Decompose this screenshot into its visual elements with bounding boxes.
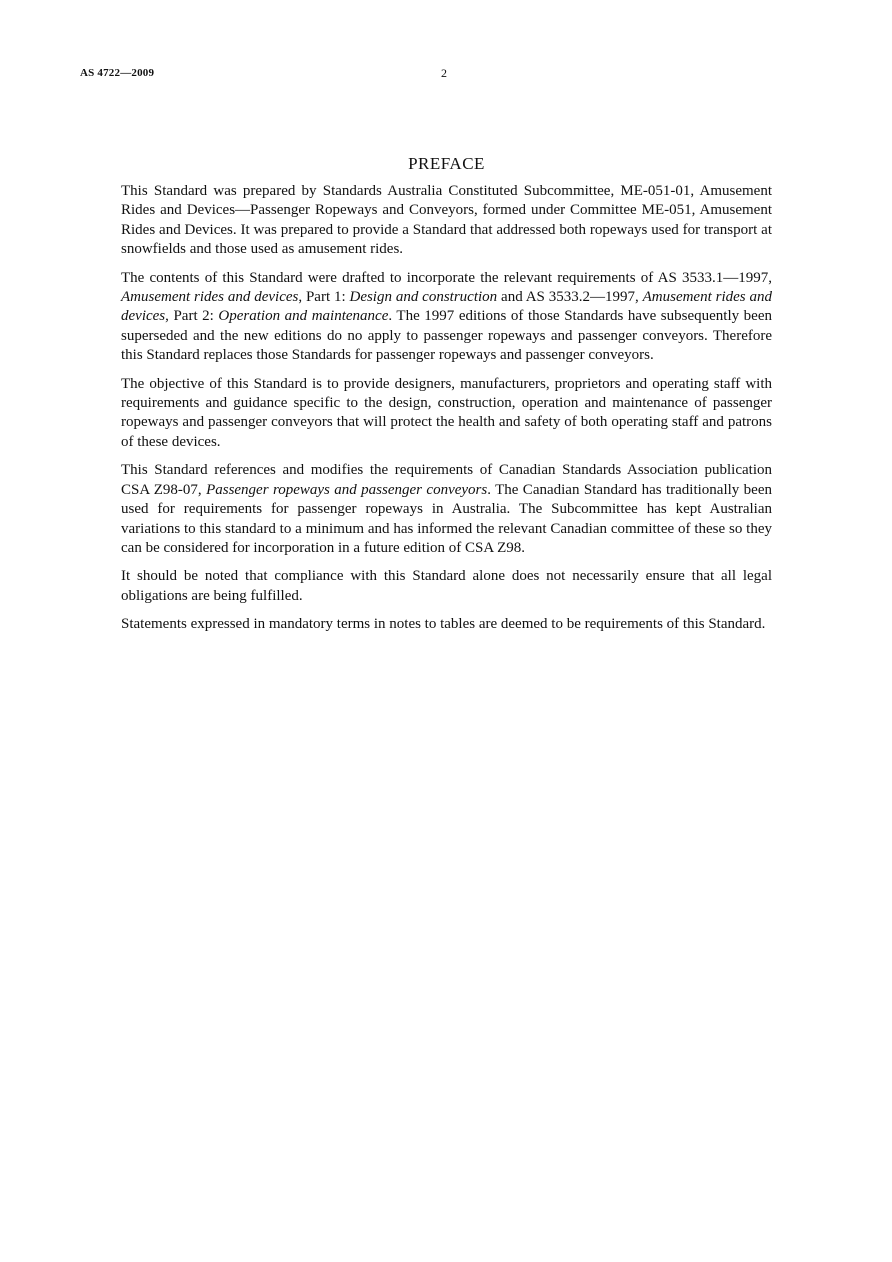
section-title: PREFACE — [408, 154, 485, 173]
text-run: and AS 3533.2—1997, — [497, 289, 643, 306]
page-number: 2 — [441, 66, 447, 80]
text-run: , Part 1: — [298, 289, 350, 306]
preface-paragraph-2 — [121, 269, 772, 366]
preface-paragraph-4 — [121, 461, 772, 558]
italic-title: Amusement rides and devices — [121, 289, 299, 306]
preface-paragraph-1: This Standard was prepared by Standards Australia Constituted Subcommittee, ME-051-01, Amusement Rides and Devices—Passenger Ropeways and Conveyors, formed under Committee ME-051, Amusement Rides and Devices. It was prepared to provide a Standard that addressed both ropeways used for transport at snowfields and those used as amusement rides. — [121, 183, 772, 258]
italic-title: Design and construction — [349, 289, 498, 306]
text-run: The contents of this Standard were drafted to incorporate the relevant requirements of AS 3533.1—1997, — [121, 269, 772, 286]
preface-paragraph-5: It should be noted that compliance with this Standard alone does not necessarily ensure that all legal obligations are being fulfilled. — [121, 568, 772, 604]
preface-paragraph-6: Statements expressed in mandatory terms in notes to tables are deemed to be requirements of this Standard. — [121, 616, 766, 633]
italic-title: Operation and maintenance — [218, 308, 389, 325]
text-run: This Standard references and modifies the requirements of Canadian Standards Association publication CSA Z98-07, — [121, 462, 772, 498]
preface-paragraph-3: The objective of this Standard is to provide designers, manufacturers, proprietors and operating staff with requirements and guidance specific to the design, construction, operation and maintenance of passenger ropeways and passenger conveyors that will protect the health and safety of both operating staff and patrons of these devices. — [121, 375, 772, 450]
running-header-doc-id: AS 4722—2009 — [80, 67, 155, 79]
italic-title: Passenger ropeways and passenger conveyors — [206, 481, 488, 498]
text-run: . The Canadian Standard has traditionally been used for requirements for passenger ropeways in Australia. The Subcommittee has kept Australian variations to this standard to a minimum and has informed the relevant Canadian committee of these so they can be considered for incorporation in a future edition of CSA Z98. — [121, 481, 772, 556]
italic-title: Amusement rides and devices — [121, 289, 772, 325]
text-run: . The 1997 editions of those Standards have subsequently been superseded and the new editions do no apply to passenger ropeways and passenger conveyors. Therefore this Standard replaces those Standards for passenger ropeways and passenger conveyors. — [121, 308, 772, 364]
preface-section — [121, 154, 772, 644]
text-run: , Part 2: — [165, 308, 219, 325]
